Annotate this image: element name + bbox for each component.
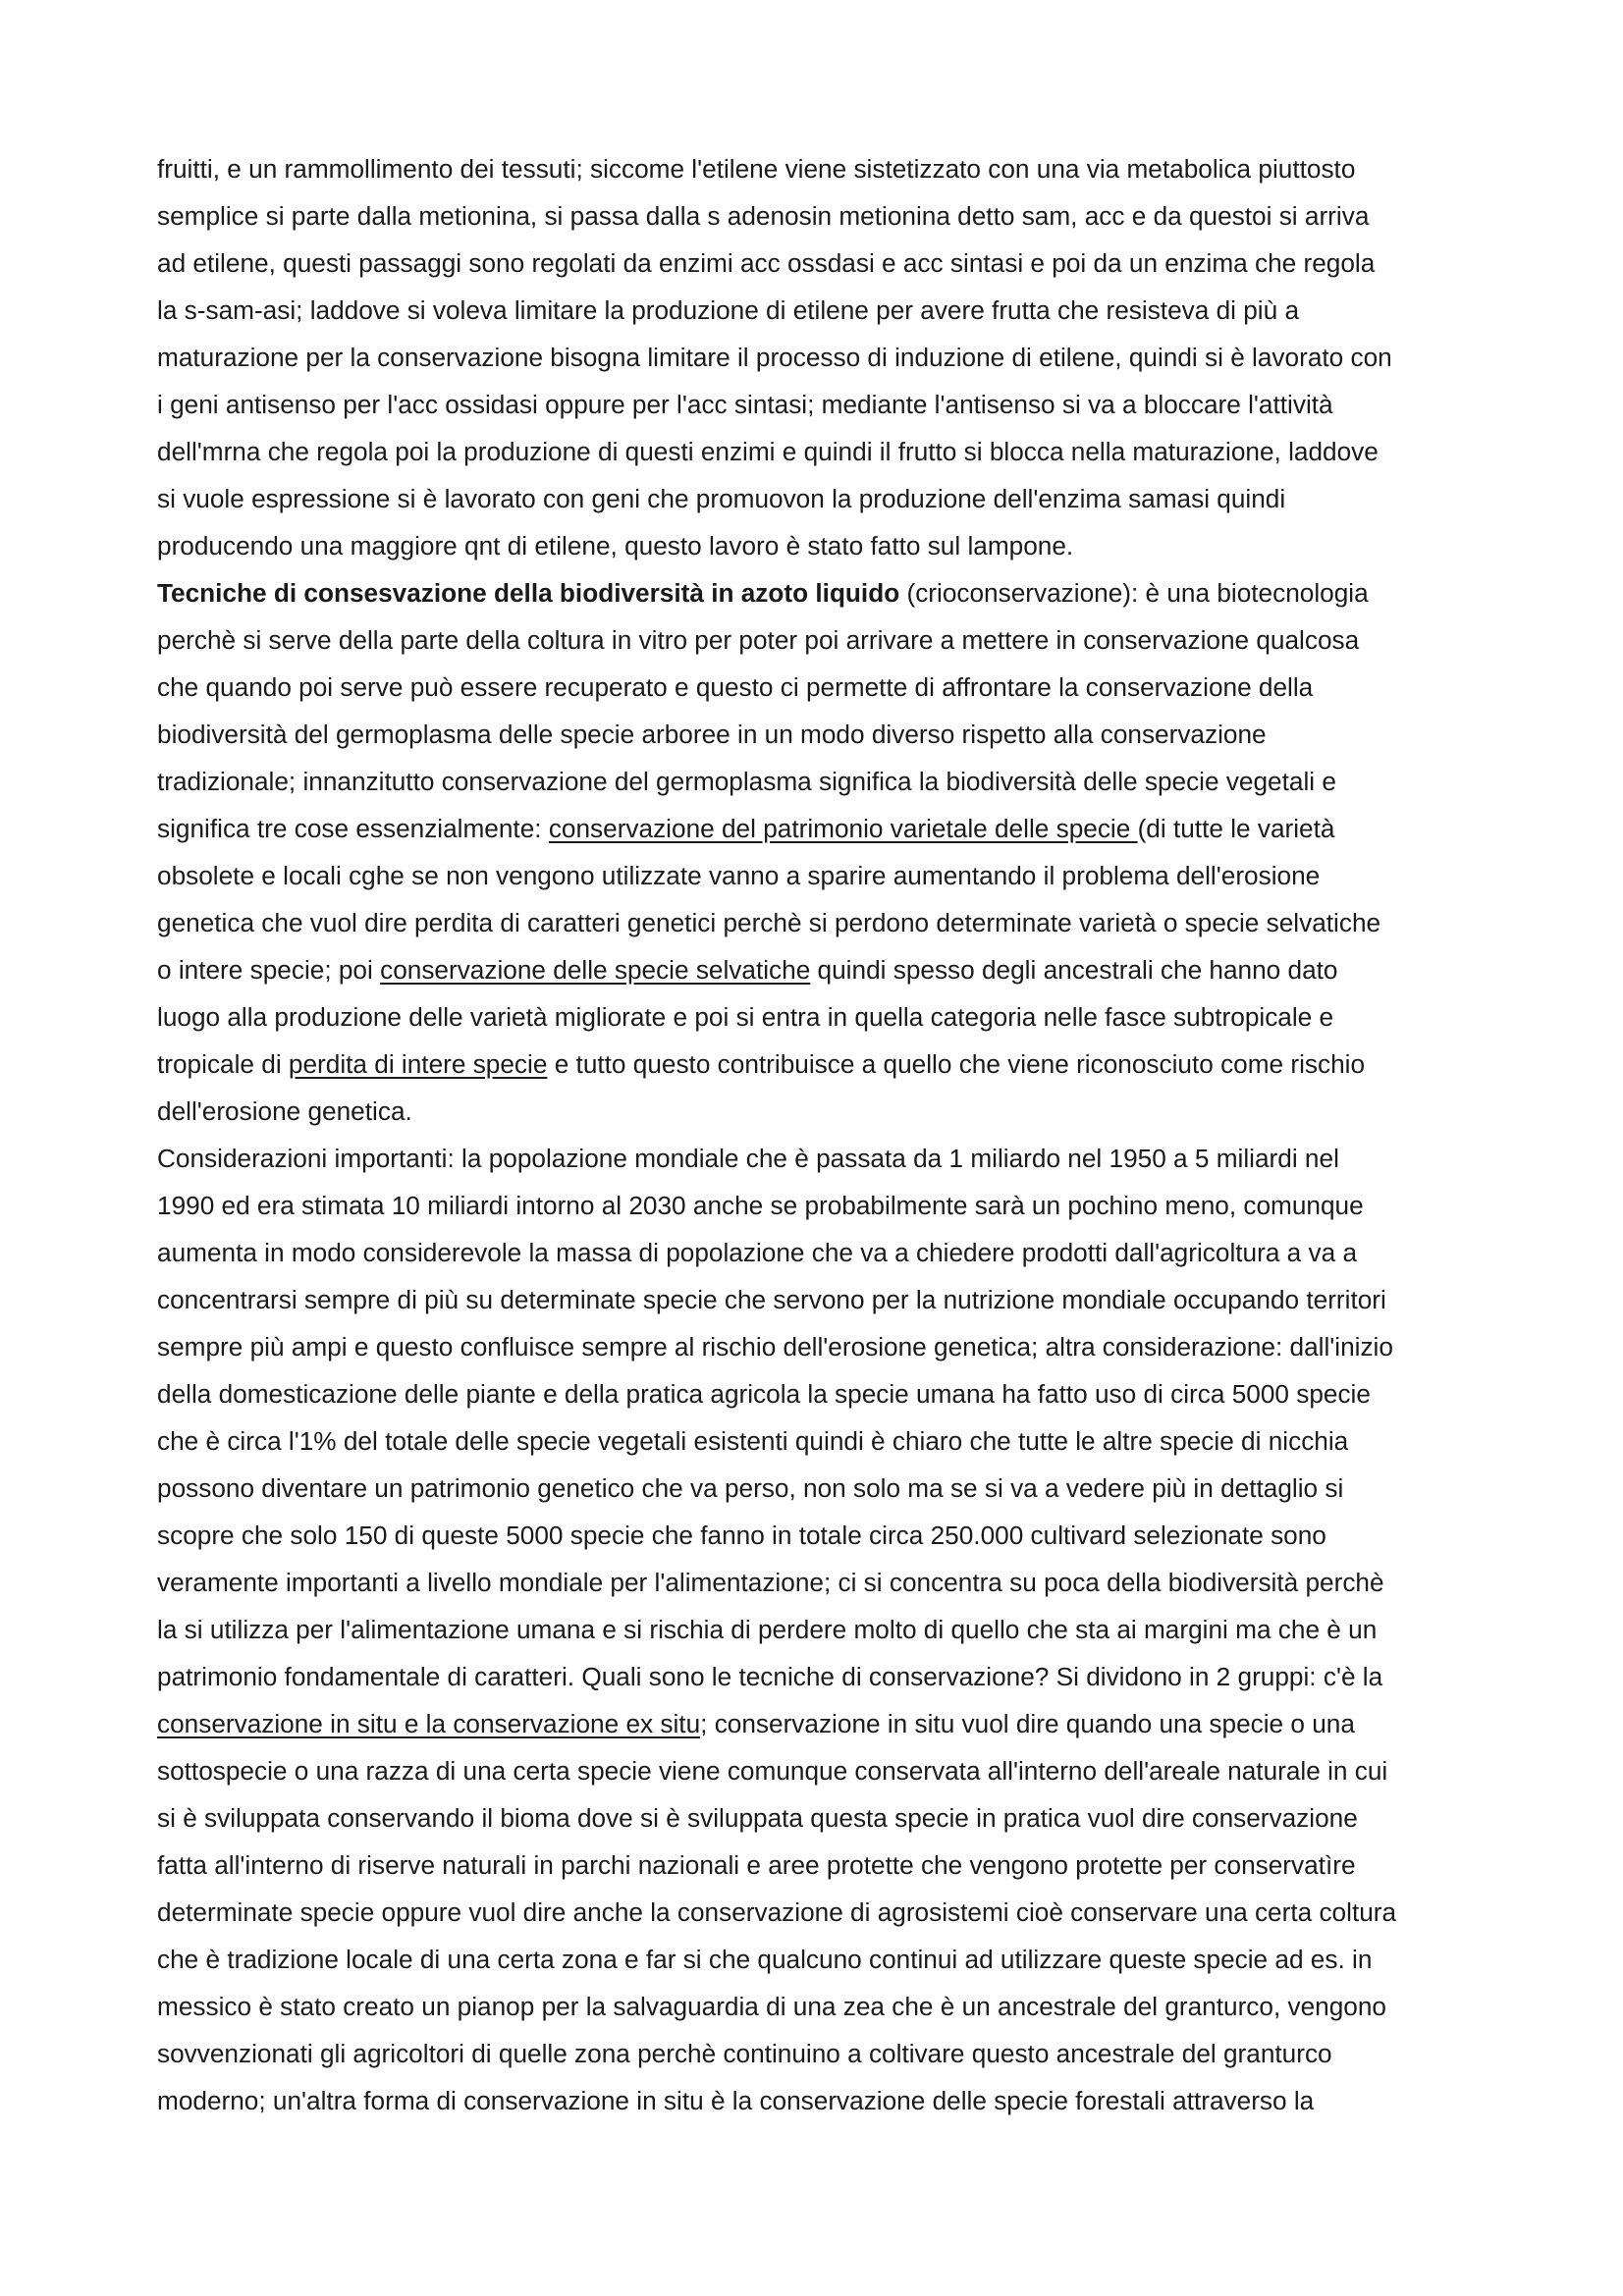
text-run: si è sviluppata conservando il bioma dove si è sviluppata questa specie in pratica vuol dire conservazione	[157, 1803, 1358, 1833]
text-run: significa tre cose essenzialmente:	[157, 814, 549, 843]
text-run: si vuole espressione si è lavorato con geni che promuovon la produzione dell'enzima samasi quindi	[157, 484, 1286, 513]
underlined-phrase: conservazione delle specie selvatiche	[380, 955, 811, 985]
text-line	[157, 899, 1488, 946]
text-run: perchè si serve della parte della coltura in vitro per poter poi arrivare a mettere in conservazione qualcosa	[157, 625, 1360, 655]
text-line	[157, 852, 1488, 899]
text-run: e tutto questo contribuisce a quello che viene riconosciuto come rischio	[547, 1049, 1366, 1079]
text-line	[157, 428, 1488, 475]
text-run: ad etilene, questi passaggi sono regolati da enzimi acc ossdasi e acc sintasi e poi da un enzima che regola	[157, 248, 1376, 278]
text-line	[157, 1700, 1488, 1747]
text-run: scopre che solo 150 di queste 5000 specie che fanno in totale circa 250.000 cultivard selezionate sono	[157, 1521, 1326, 1550]
text-run: determinate specie oppure vuol dire anche la conservazione di agrosistemi cioè conservare una certa coltura	[157, 1897, 1397, 1927]
text-line	[157, 1182, 1488, 1229]
text-run: obsolete e locali cghe se non vengono utilizzate vanno a sparire aumentando il problema dell'erosione	[157, 861, 1321, 890]
text-line	[157, 381, 1488, 428]
text-line	[157, 1417, 1488, 1465]
text-line	[157, 240, 1488, 287]
text-line	[157, 1983, 1488, 2030]
text-run: la s-sam-asi; laddove si voleva limitare la produzione di etilene per avere frutta che resisteva di più a	[157, 295, 1300, 325]
text-run: Considerazioni importanti: la popolazione mondiale che è passata da 1 miliardo nel 1950 a 5 miliardi nel	[157, 1144, 1339, 1173]
text-run: dell'erosione genetica.	[157, 1096, 412, 1126]
text-line	[157, 1323, 1488, 1370]
text-line	[157, 1229, 1488, 1276]
text-run: sovvenzionati gli agricoltori di quelle zona perchè continuino a coltivare questo ancestrale del granturco	[157, 2039, 1332, 2068]
text-line	[157, 1088, 1488, 1135]
text-line	[157, 569, 1488, 616]
text-line	[157, 1370, 1488, 1417]
text-run: semplice si parte dalla metionina, si passa dalla s adenosin metionina detto sam, acc e da questoi si arriva	[157, 201, 1370, 231]
text-run: messico è stato creato un pianop per la salvaguardia di una zea che è un ancestrale del granturco, vengono	[157, 1992, 1386, 2021]
text-run: tradizionale; innanzitutto conservazione del germoplasma significa la biodiversità delle specie vegetali e	[157, 767, 1336, 796]
text-run: ; conservazione in situ vuol dire quando una specie o una	[700, 1709, 1355, 1738]
text-run: della domesticazione delle piante e della pratica agricola la specie umana ha fatto uso di circa 5000 specie	[157, 1379, 1371, 1409]
text-run: producendo una maggiore qnt di etilene, questo lavoro è stato fatto sul lampone.	[157, 531, 1074, 561]
text-line	[157, 2077, 1488, 2124]
text-line	[157, 2030, 1488, 2077]
text-line	[157, 334, 1488, 381]
text-line	[157, 1936, 1488, 1983]
text-run: 1990 ed era stimata 10 miliardi intorno al 2030 anche se probabilmente sarà un pochino meno, comunque	[157, 1191, 1364, 1220]
text-line	[157, 287, 1488, 334]
text-run: concentrarsi sempre di più su determinate specie che servono per la nutrizione mondiale occupando territori	[157, 1285, 1386, 1314]
text-run: la si utilizza per l'alimentazione umana e si rischia di perdere molto di quello che sta ai margini ma che è un	[157, 1615, 1378, 1644]
text-run: dell'mrna che regola poi la produzione di questi enzimi e quindi il frutto si blocca nella maturazione, laddove	[157, 437, 1379, 466]
text-run: biodiversità del germoplasma delle specie arboree in un modo diverso rispetto alla conservazione	[157, 720, 1267, 749]
text-line	[157, 993, 1488, 1041]
text-run: patrimonio fondamentale di caratteri. Quali sono le tecniche di conservazione? Si dividono in 2 gruppi: c'è la	[157, 1662, 1383, 1691]
text-run: luogo alla produzione delle varietà migliorate e poi si entra in quella categoria nelle fasce subtropicale e	[157, 1002, 1334, 1032]
text-line	[157, 1889, 1488, 1936]
text-run: genetica che vuol dire perdita di caratteri genetici perchè si perdono determinate varietà o specie selvatiche	[157, 908, 1381, 937]
text-line	[157, 192, 1488, 240]
text-run: maturazione per la conservazione bisogna limitare il processo di induzione di etilene, quindi si è lavorato con	[157, 343, 1392, 372]
text-line	[157, 522, 1488, 569]
underlined-phrase: conservazione in situ e la conservazione ex situ	[157, 1709, 701, 1738]
text-run: aumenta in modo considerevole la massa di popolazione che va a chiedere prodotti dall'agricoltura a va a	[157, 1238, 1358, 1267]
text-run: (di tutte le varietà	[1137, 814, 1335, 843]
document-page	[157, 145, 1488, 2124]
underlined-phrase: perdita di intere specie	[288, 1049, 548, 1079]
text-run: veramente importanti a livello mondiale per l'alimentazione; ci si concentra su poca della biodiversità perchè	[157, 1568, 1384, 1597]
text-line	[157, 1512, 1488, 1559]
text-line	[157, 1794, 1488, 1842]
text-run: sottospecie o una razza di una certa specie viene comunque conservata all'interno dell'areale naturale in cui	[157, 1756, 1388, 1786]
text-line	[157, 758, 1488, 805]
text-line	[157, 711, 1488, 758]
text-run: quindi spesso degli ancestrali che hanno dato	[810, 955, 1338, 985]
text-run: tropicale di	[157, 1049, 289, 1079]
text-run: o intere specie; poi	[157, 955, 381, 985]
text-line	[157, 1135, 1488, 1182]
text-line	[157, 1559, 1488, 1606]
text-run: sempre più ampi e questo confluisce sempre al rischio dell'erosione genetica; altra considerazione: dall'inizio	[157, 1332, 1393, 1362]
text-line	[157, 1653, 1488, 1700]
text-run: che è tradizione locale di una certa zona e far si che qualcuno continui ad utilizzare queste specie ad es. in	[157, 1945, 1373, 1974]
text-run: (crioconservazione): è una biotecnologia	[899, 578, 1369, 608]
text-line	[157, 1465, 1488, 1512]
bold-heading: Tecniche di consesvazione della biodiversità in azoto liquido	[157, 578, 900, 608]
text-line	[157, 616, 1488, 664]
text-line	[157, 1041, 1488, 1088]
text-line	[157, 1276, 1488, 1323]
text-line	[157, 1842, 1488, 1889]
text-line	[157, 1606, 1488, 1653]
text-line	[157, 475, 1488, 522]
text-run: che quando poi serve può essere recuperato e questo ci permette di affrontare la conservazione della	[157, 672, 1314, 702]
text-run: i geni antisenso per l'acc ossidasi oppure per l'acc sintasi; mediante l'antisenso si va a bloccare l'attività	[157, 390, 1333, 419]
text-run: possono diventare un patrimonio genetico che va perso, non solo ma se si va a vedere più in dettaglio si	[157, 1473, 1344, 1503]
text-line	[157, 946, 1488, 993]
text-run: moderno; un'altra forma di conservazione in situ è la conservazione delle specie forestali attraverso la	[157, 2086, 1315, 2115]
text-line	[157, 1747, 1488, 1794]
text-run: che è circa l'1% del totale delle specie vegetali esistenti quindi è chiaro che tutte le altre specie di nicchia	[157, 1426, 1349, 1456]
text-line	[157, 145, 1488, 192]
text-run: fatta all'interno di riserve naturali in parchi nazionali e aree protette che vengono protette per conservatìre	[157, 1850, 1356, 1880]
text-run: fruitti, e un rammollimento dei tessuti; siccome l'etilene viene sistetizzato con una via metabolica piuttosto	[157, 154, 1356, 184]
text-line	[157, 664, 1488, 711]
text-line	[157, 805, 1488, 852]
underlined-phrase: conservazione del patrimonio varietale delle specie	[548, 814, 1138, 843]
